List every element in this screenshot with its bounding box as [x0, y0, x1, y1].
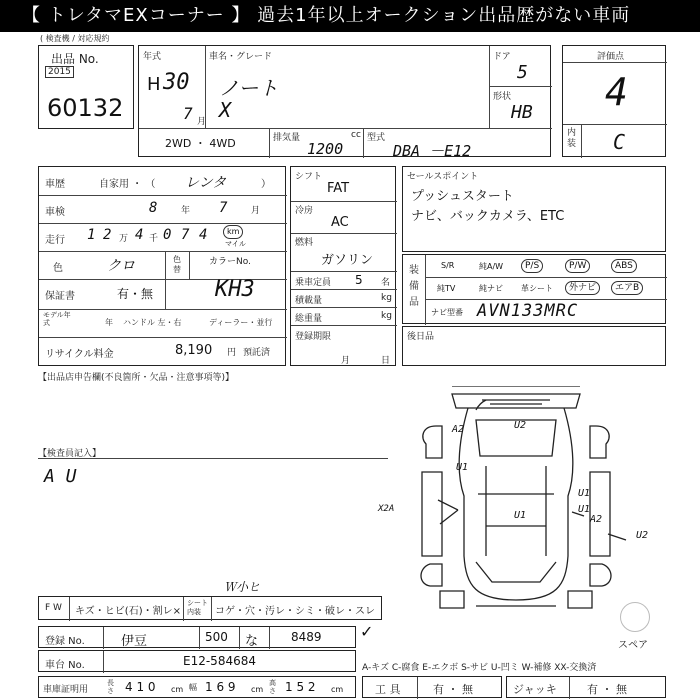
cert-row [38, 676, 356, 698]
warranty-label: 保証書 [45, 291, 75, 302]
equip-navi: 純ナビ [479, 284, 503, 293]
warranty-value: 有・無 [117, 287, 154, 301]
equip-leather: 革シート [521, 284, 553, 293]
year-label: 年式 [143, 52, 162, 62]
jack-row [506, 676, 666, 698]
cert-height-label: 高さ [269, 679, 276, 695]
reg-period-day: 日 [381, 356, 391, 366]
mileage-digit-6: 4 [199, 227, 208, 243]
equip-abs: ABS [611, 259, 637, 273]
model-name: ノート [219, 76, 279, 100]
history-label: 車歴 [45, 179, 65, 190]
lot-label: 出品 No. [51, 52, 99, 66]
cert-length-unit: cm [171, 685, 184, 694]
sheet-label: シート内装 [187, 599, 208, 616]
load-label: 積載量 [295, 296, 323, 306]
mark-u2-right: U2 [636, 530, 649, 541]
registration-row [38, 626, 356, 648]
fw-handwritten: Ｗ小ヒ [224, 580, 261, 594]
tools-value: 有 ・ 無 [433, 683, 473, 696]
chassis-value: E12-584684 [183, 654, 256, 668]
recycle-unit: 円 [227, 348, 237, 358]
spare-tire-icon [620, 602, 650, 632]
interior: C [613, 130, 626, 154]
damage-legend: A-キズ C-腐食 E-エクボ S-サビ U-凹ミ W-補修 XX-交換済 [362, 663, 597, 673]
mark-u1-d: U1 [578, 504, 591, 515]
score: 4 [605, 70, 628, 114]
history-options: 自家用 ・ （ [99, 179, 156, 190]
tools-label: 工 具 [375, 683, 401, 696]
aircon-value: AC [331, 215, 349, 230]
recycle-label: リサイクル料金 [45, 349, 114, 360]
inspection-month: 7 [219, 200, 228, 216]
interior-label: 内装 [567, 128, 577, 149]
model-row-label: モデル年式 [43, 311, 71, 327]
name-label: 車名・グレード [209, 52, 273, 62]
jack-label: ジャッキ [513, 683, 557, 696]
mark-u1-a: U1 [456, 462, 469, 473]
fuel-value: ガソリン [321, 253, 374, 268]
equipment-label: 装備品 [409, 265, 419, 308]
cert-height-unit: cm [331, 685, 344, 694]
navi-label: ナビ型番 [431, 308, 463, 317]
mileage-unit-sen: 千 [149, 234, 159, 244]
capacity-label: 乗車定員 [295, 278, 332, 288]
cert-width-unit: cm [251, 685, 264, 694]
history-close: ） [261, 179, 271, 190]
year-badge: 2015 [45, 66, 74, 78]
equipment-box [402, 254, 666, 324]
grade: X [219, 98, 232, 122]
total-weight-label: 総重量 [295, 314, 323, 324]
chassis-row [38, 650, 356, 672]
door-label: ドア [493, 52, 511, 62]
color-label: 色 [53, 263, 63, 274]
seller-notes: 【出品店申告欄(不良箇所・欠品・注意事項等)】 [38, 373, 235, 383]
shift-value: FAT [327, 181, 350, 196]
shift-label: シフト [295, 172, 323, 182]
cert-height: 1 5 2 [285, 680, 316, 694]
chassis-label: 車台 No. [45, 660, 85, 671]
inspection-year: 8 [149, 200, 158, 216]
banner: 【 トレタマEXコーナー 】 過去1年以上オークション出品歴がない車両 [0, 0, 700, 32]
inspection-label: 車検 [45, 207, 65, 218]
cert-width-label: 幅 [189, 683, 197, 692]
cert-width: 1 6 9 [205, 680, 236, 694]
car-diagram [412, 386, 672, 616]
score-label: 評価点 [597, 52, 625, 62]
equip-sr: S/R [441, 261, 455, 270]
total-weight-unit: kg [381, 311, 392, 321]
top-note: ( 検査機 / 対応規約 [40, 34, 110, 43]
equip-tv: 純TV [437, 284, 456, 293]
fw-label: F W [45, 603, 62, 613]
info-left-box [38, 166, 286, 366]
inspector-label: 【検査員記入】 [38, 449, 102, 459]
sales-point-1: プッシュスタート [411, 189, 514, 204]
equip-ext-navi: 外ナビ [565, 281, 600, 295]
registration-number: 8489 [291, 630, 322, 644]
recycle-value: 8,190 [175, 343, 213, 358]
displacement-label: 排気量 [273, 133, 301, 143]
inspection-month-unit: 月 [251, 206, 261, 216]
mark-a2-left: A2 [452, 424, 465, 435]
inspection-year-unit: 年 [181, 206, 191, 216]
sales-point-2: ナビ、バックカメラ、ETC [411, 209, 565, 224]
fuel-label: 燃料 [295, 238, 314, 248]
mark-x2a: X2A [378, 504, 395, 514]
mileage-digit-4: 0 [163, 227, 172, 243]
type-value: DBA －E12 [393, 142, 472, 160]
equip-ps: P/S [521, 259, 543, 273]
reg-period-month: 月 [341, 356, 351, 366]
mark-u1-b: U1 [578, 488, 591, 499]
lot-box [38, 45, 134, 129]
sales-points-label: セールスポイント [407, 172, 479, 182]
history-value: レンタ [185, 175, 227, 191]
repaint-label: 色替 [173, 255, 181, 274]
displacement: 1200 [307, 140, 344, 158]
fw-row [38, 596, 382, 620]
equip-aw: 純A/W [479, 262, 504, 271]
color-no: KH3 [215, 277, 255, 302]
mileage-km: km [223, 225, 243, 239]
year-era: H [147, 74, 161, 95]
inspector-note: A U [44, 466, 77, 487]
sheet-text: コゲ・穴・汚レ・シミ・破レ・スレ [215, 606, 375, 617]
mileage-unit-man: 万 [119, 234, 129, 244]
header-box [138, 45, 551, 160]
model-row-dealer: ディーラー・並行 [209, 318, 273, 327]
recycle-note: 預託済 [243, 348, 271, 358]
mark-a2-right: A2 [590, 514, 603, 525]
registration-area: 伊豆 [121, 634, 148, 649]
shape: HB [511, 102, 533, 123]
mileage-label: 走行 [45, 235, 65, 246]
mileage-digit-3: 4 [135, 227, 144, 243]
registration-class: 500 [205, 630, 228, 644]
drive: 2WD ・ 4WD [165, 137, 236, 150]
month-unit: 月 [197, 117, 207, 127]
spec-middle-box [290, 166, 396, 366]
later-box [402, 326, 666, 366]
cert-length: 4 1 0 [125, 680, 156, 694]
navi-model: AVN133MRC [477, 301, 579, 321]
mark-u1-c: U1 [514, 510, 527, 521]
later-label: 後日品 [407, 332, 435, 342]
doors: 5 [517, 62, 528, 83]
equip-pw: P/W [565, 259, 590, 273]
cert-label: 車庫証明用 [43, 685, 89, 695]
jack-value: 有 ・ 無 [587, 683, 627, 696]
color-no-label: カラーNo. [209, 257, 251, 267]
type-label: 型式 [367, 133, 386, 143]
sales-points-box [402, 166, 666, 252]
aircon-label: 冷房 [295, 206, 314, 216]
lot-number: 60132 [47, 94, 124, 122]
fw-text: キズ・ヒビ(石)・割レ× [75, 606, 181, 617]
equip-airbag: エアB [611, 281, 643, 295]
mark-u2-top: U2 [514, 420, 527, 431]
reg-period-label: 登録期限 [295, 332, 332, 342]
mileage-digit-1: 1 [87, 227, 96, 243]
cert-length-label: 長さ [107, 679, 114, 695]
model-row-handle: ハンドル 左・右 [123, 318, 182, 327]
tools-row [362, 676, 502, 698]
mileage-mile: マイル [225, 240, 246, 248]
mileage-digit-2: 2 [103, 227, 112, 243]
load-unit: kg [381, 293, 392, 303]
month-value: 7 [183, 104, 193, 123]
registration-kana: な [245, 634, 259, 649]
spare-label: スペア [618, 640, 648, 651]
shape-label: 形状 [493, 92, 512, 102]
check-mark-icon: ✓ [360, 622, 374, 641]
year-value: 30 [163, 70, 190, 95]
mileage-digit-5: 7 [181, 227, 190, 243]
registration-label: 登録 No. [45, 636, 85, 647]
color-value: クロ [107, 258, 135, 274]
model-row-year-unit: 年 [105, 318, 113, 327]
score-box [562, 45, 666, 157]
displacement-unit: cc [351, 130, 361, 140]
capacity-unit: 名 [381, 278, 391, 288]
capacity-value: 5 [355, 273, 363, 287]
